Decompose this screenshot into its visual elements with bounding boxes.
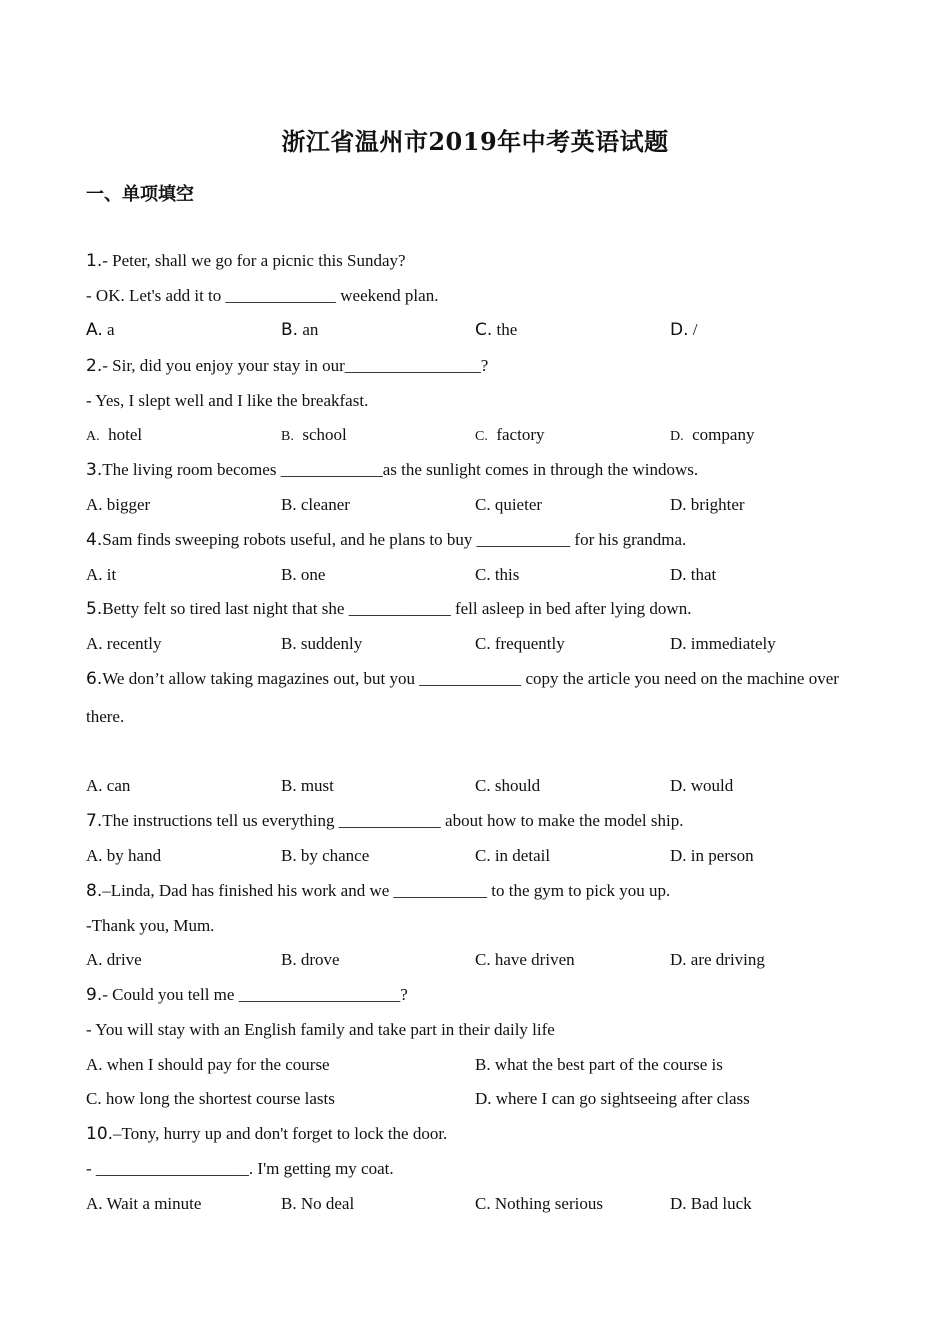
option-c[interactable]: C. this bbox=[475, 565, 520, 584]
question-9-options-row-2 bbox=[86, 1088, 866, 1110]
option-d[interactable]: D. would bbox=[670, 776, 734, 795]
question-number: 7. bbox=[86, 811, 103, 831]
option-b[interactable]: B. No deal bbox=[281, 1194, 355, 1213]
option-text: factory bbox=[496, 425, 545, 444]
question-2-line-2: - Yes, I slept well and I like the breakfast. bbox=[86, 391, 369, 410]
option-b[interactable]: B. by chance bbox=[281, 846, 370, 865]
option-text: company bbox=[692, 425, 755, 444]
option-a[interactable]: A. can bbox=[86, 776, 131, 795]
option-a[interactable]: A. Wait a minute bbox=[86, 1194, 202, 1213]
question-8-stem bbox=[86, 880, 670, 902]
question-number: 6. bbox=[86, 669, 103, 689]
question-1-options bbox=[86, 319, 866, 341]
question-text: We don’t allow taking magazines out, but you ____________ copy the article you need on the machine over bbox=[102, 669, 839, 688]
question-text: - Sir, did you enjoy your stay in our________________? bbox=[102, 356, 489, 375]
question-8-options bbox=[86, 949, 866, 971]
option-b[interactable]: B. what the best part of the course is bbox=[475, 1055, 723, 1074]
option-c[interactable]: C. frequently bbox=[475, 634, 565, 653]
question-1-line-2: - OK. Let's add it to _____________ weekend plan. bbox=[86, 286, 439, 305]
option-c[interactable] bbox=[475, 424, 544, 448]
option-letter: D. bbox=[670, 429, 684, 444]
question-6-stem bbox=[86, 668, 839, 690]
option-d[interactable]: D. in person bbox=[670, 846, 754, 865]
option-d[interactable]: D. where I can go sightseeing after class bbox=[475, 1089, 750, 1108]
question-5-stem bbox=[86, 598, 691, 620]
question-text: - Could you tell me ___________________? bbox=[102, 985, 408, 1004]
question-text: The living room becomes ____________as the sunlight comes in through the windows. bbox=[102, 460, 699, 479]
question-4-options bbox=[86, 564, 866, 586]
question-3-stem bbox=[86, 459, 698, 481]
question-6-line-2: there. bbox=[86, 707, 125, 726]
option-d[interactable]: D. immediately bbox=[670, 634, 776, 653]
option-b[interactable] bbox=[281, 424, 347, 448]
option-a[interactable]: A. when I should pay for the course bbox=[86, 1055, 330, 1074]
question-9-line-2: - You will stay with an English family and take part in their daily life bbox=[86, 1020, 555, 1039]
question-8-line-2: -Thank you, Mum. bbox=[86, 916, 215, 935]
question-number: 8. bbox=[86, 881, 103, 901]
option-b[interactable]: B. one bbox=[281, 565, 326, 584]
option-a[interactable]: A. bigger bbox=[86, 495, 151, 514]
question-number: 2. bbox=[86, 356, 103, 376]
question-4-stem bbox=[86, 529, 686, 551]
option-d[interactable] bbox=[670, 319, 697, 341]
option-text: the bbox=[496, 320, 518, 339]
option-letter: C. bbox=[475, 429, 488, 444]
question-number: 3. bbox=[86, 460, 103, 480]
option-b[interactable] bbox=[281, 319, 318, 341]
option-c[interactable]: C. how long the shortest course lasts bbox=[86, 1089, 335, 1108]
option-d[interactable]: D. that bbox=[670, 565, 717, 584]
question-number: 9. bbox=[86, 985, 103, 1005]
option-c[interactable]: C. quieter bbox=[475, 495, 543, 514]
option-text: an bbox=[302, 320, 319, 339]
question-2-options bbox=[86, 424, 866, 446]
option-letter: C. bbox=[475, 320, 493, 340]
option-letter: D. bbox=[670, 320, 689, 340]
option-c[interactable]: C. have driven bbox=[475, 950, 575, 969]
question-9-options-row-1 bbox=[86, 1054, 866, 1076]
option-d[interactable]: D. Bad luck bbox=[670, 1194, 752, 1213]
option-d[interactable]: D. are driving bbox=[670, 950, 765, 969]
question-number: 4. bbox=[86, 530, 103, 550]
option-b[interactable]: B. drove bbox=[281, 950, 340, 969]
option-c[interactable] bbox=[475, 319, 517, 341]
option-a[interactable] bbox=[86, 319, 115, 341]
option-letter: A. bbox=[86, 320, 103, 340]
question-number: 5. bbox=[86, 599, 103, 619]
option-c[interactable]: C. should bbox=[475, 776, 541, 795]
question-2-stem bbox=[86, 355, 488, 377]
question-3-options bbox=[86, 494, 866, 516]
option-letter: A. bbox=[86, 429, 100, 444]
option-b[interactable]: B. suddenly bbox=[281, 634, 363, 653]
question-5-options bbox=[86, 633, 866, 655]
option-a[interactable] bbox=[86, 424, 142, 448]
question-text: –Tony, hurry up and don't forget to lock the door. bbox=[113, 1124, 448, 1143]
option-d[interactable]: D. brighter bbox=[670, 495, 745, 514]
question-number: 10. bbox=[86, 1124, 114, 1144]
question-text: –Linda, Dad has finished his work and we ___________ to the gym to pick you up. bbox=[102, 881, 671, 900]
option-a[interactable]: A. recently bbox=[86, 634, 162, 653]
section-heading: 一、单项填空 bbox=[86, 184, 194, 205]
option-text: a bbox=[106, 320, 115, 339]
option-a[interactable]: A. it bbox=[86, 565, 117, 584]
option-text: / bbox=[692, 320, 698, 339]
option-c[interactable]: C. Nothing serious bbox=[475, 1194, 603, 1213]
option-a[interactable]: A. by hand bbox=[86, 846, 162, 865]
question-text: - Peter, shall we go for a picnic this Sunday? bbox=[102, 251, 406, 270]
question-text: Sam finds sweeping robots useful, and he plans to buy ___________ for his grandma. bbox=[102, 530, 687, 549]
option-d[interactable] bbox=[670, 424, 754, 448]
question-9-stem bbox=[86, 984, 408, 1006]
page-title: 浙江省温州市2019年中考英语试题 bbox=[281, 127, 669, 156]
question-7-stem bbox=[86, 810, 683, 832]
option-b[interactable]: B. cleaner bbox=[281, 495, 350, 514]
option-text: hotel bbox=[108, 425, 143, 444]
option-letter: B. bbox=[281, 429, 294, 444]
option-letter: B. bbox=[281, 320, 299, 340]
option-a[interactable]: A. drive bbox=[86, 950, 142, 969]
question-text: The instructions tell us everything ____________ about how to make the model ship. bbox=[102, 811, 684, 830]
question-number: 1. bbox=[86, 251, 103, 271]
question-text: Betty felt so tired last night that she ____________ fell asleep in bed after lying down. bbox=[102, 599, 692, 618]
option-b[interactable]: B. must bbox=[281, 776, 334, 795]
option-text: school bbox=[302, 425, 347, 444]
option-c[interactable]: C. in detail bbox=[475, 846, 551, 865]
question-10-stem bbox=[86, 1123, 447, 1145]
question-7-options bbox=[86, 845, 866, 867]
question-6-options bbox=[86, 775, 866, 797]
question-10-line-2: - __________________. I'm getting my coat. bbox=[86, 1159, 394, 1178]
question-10-options bbox=[86, 1193, 866, 1215]
question-1-stem bbox=[86, 250, 406, 272]
